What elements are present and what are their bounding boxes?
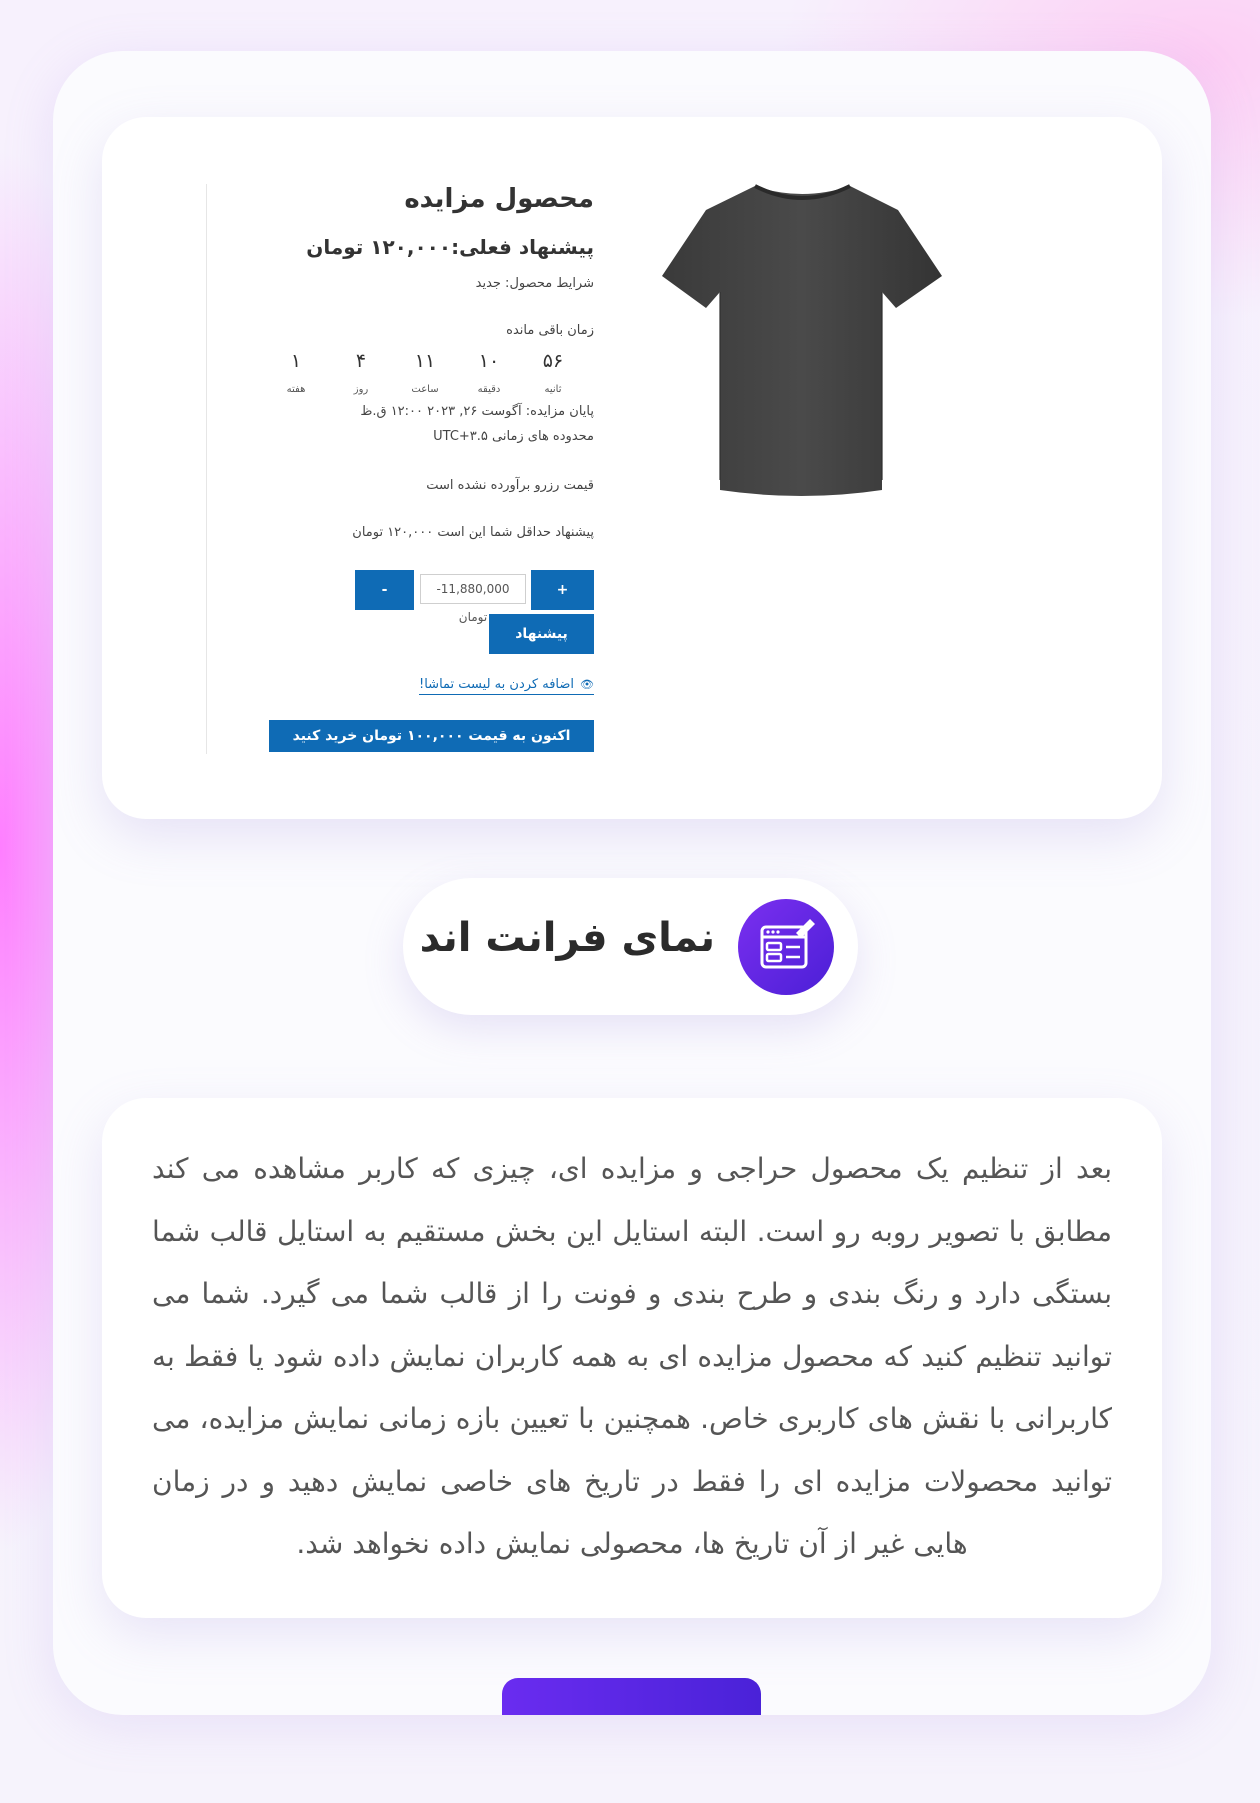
product-title: محصول مزایده [404,184,594,214]
watchlist-link-label: اضافه کردن به لیست تماشا! [419,677,575,692]
countdown-weeks-value: ۱ [290,350,302,372]
description-paragraph: بعد از تنظیم یک محصول حراجی و مزایده ای، چیزی که کاربر مشاهده می کند مطابق با تصویر روبه رو است. البته استایل این بخش مستقیم به استایل قالب شما بستگی دارد و رنگ بندی و طرح بندی و فونت را از قالب شما می گیرد. شما می توانید تنظیم کنید که محصول مزایده ای به همه کاربران نمایش داده شود یا فقط به کاربرانی با نقش های کاربری خاص. همچنین با تعیین بازه زمانی نمایش مزایده، می توانید محصولات مزایده ای را فقط در تاریخ های خاصی نمایش دهید و در زمان هایی غیر از آن تاریخ ها، محصولی نمایش داده نخواهد شد. [152,1152,1112,1560]
buy-now-button[interactable]: اکنون به قیمت ۱۰۰,۰۰۰ تومان خرید کنید [269,720,594,752]
product-condition: شرایط محصول: جدید [475,276,594,291]
current-bid: پیشنهاد فعلی:۱۲۰,۰۰۰ تومان [306,235,594,259]
section-heading: نمای فرانت اند [419,915,715,961]
countdown-weeks-label: هفته [286,384,306,395]
countdown-minutes-value: ۱۰ [478,350,500,372]
decrease-bid-button[interactable]: - [355,570,414,610]
timezone-info: محدوده های زمانی UTC+۳.۵ [433,429,594,444]
countdown-minutes-label: دقیقه [477,384,501,395]
increase-bid-button[interactable]: + [531,570,594,610]
product-preview-card [102,117,1162,819]
countdown-hours-value: ۱۱ [414,350,436,372]
bid-amount-input[interactable]: -11,880,000 تومان [420,574,526,604]
countdown-hours-label: ساعت [411,384,439,395]
countdown-seconds-value: ۵۶ [542,350,564,372]
minimum-bid-note: پیشنهاد حداقل شما این است ۱۲۰,۰۰۰ تومان [352,525,594,540]
tshirt-image [660,180,945,500]
add-to-watchlist-link[interactable] [419,677,594,695]
frontend-layout-icon [738,899,834,995]
countdown-days-label: روز [353,384,369,395]
eye-icon: 👁 [580,678,594,691]
reserve-price-note: قیمت رزرو برآورده نشده است [426,478,594,493]
countdown-seconds-label: ثانیه [544,384,562,395]
countdown-days-value: ۴ [355,350,367,372]
place-bid-button[interactable]: پیشنهاد [489,614,594,654]
bottom-tab-accent [502,1678,761,1715]
time-left-label: زمان باقی مانده [506,323,594,338]
auction-end-date: پایان مزایده: آگوست ۲۶, ۲۰۲۳ ۱۲:۰۰ ق.ظ [360,404,594,419]
column-divider [206,184,207,754]
